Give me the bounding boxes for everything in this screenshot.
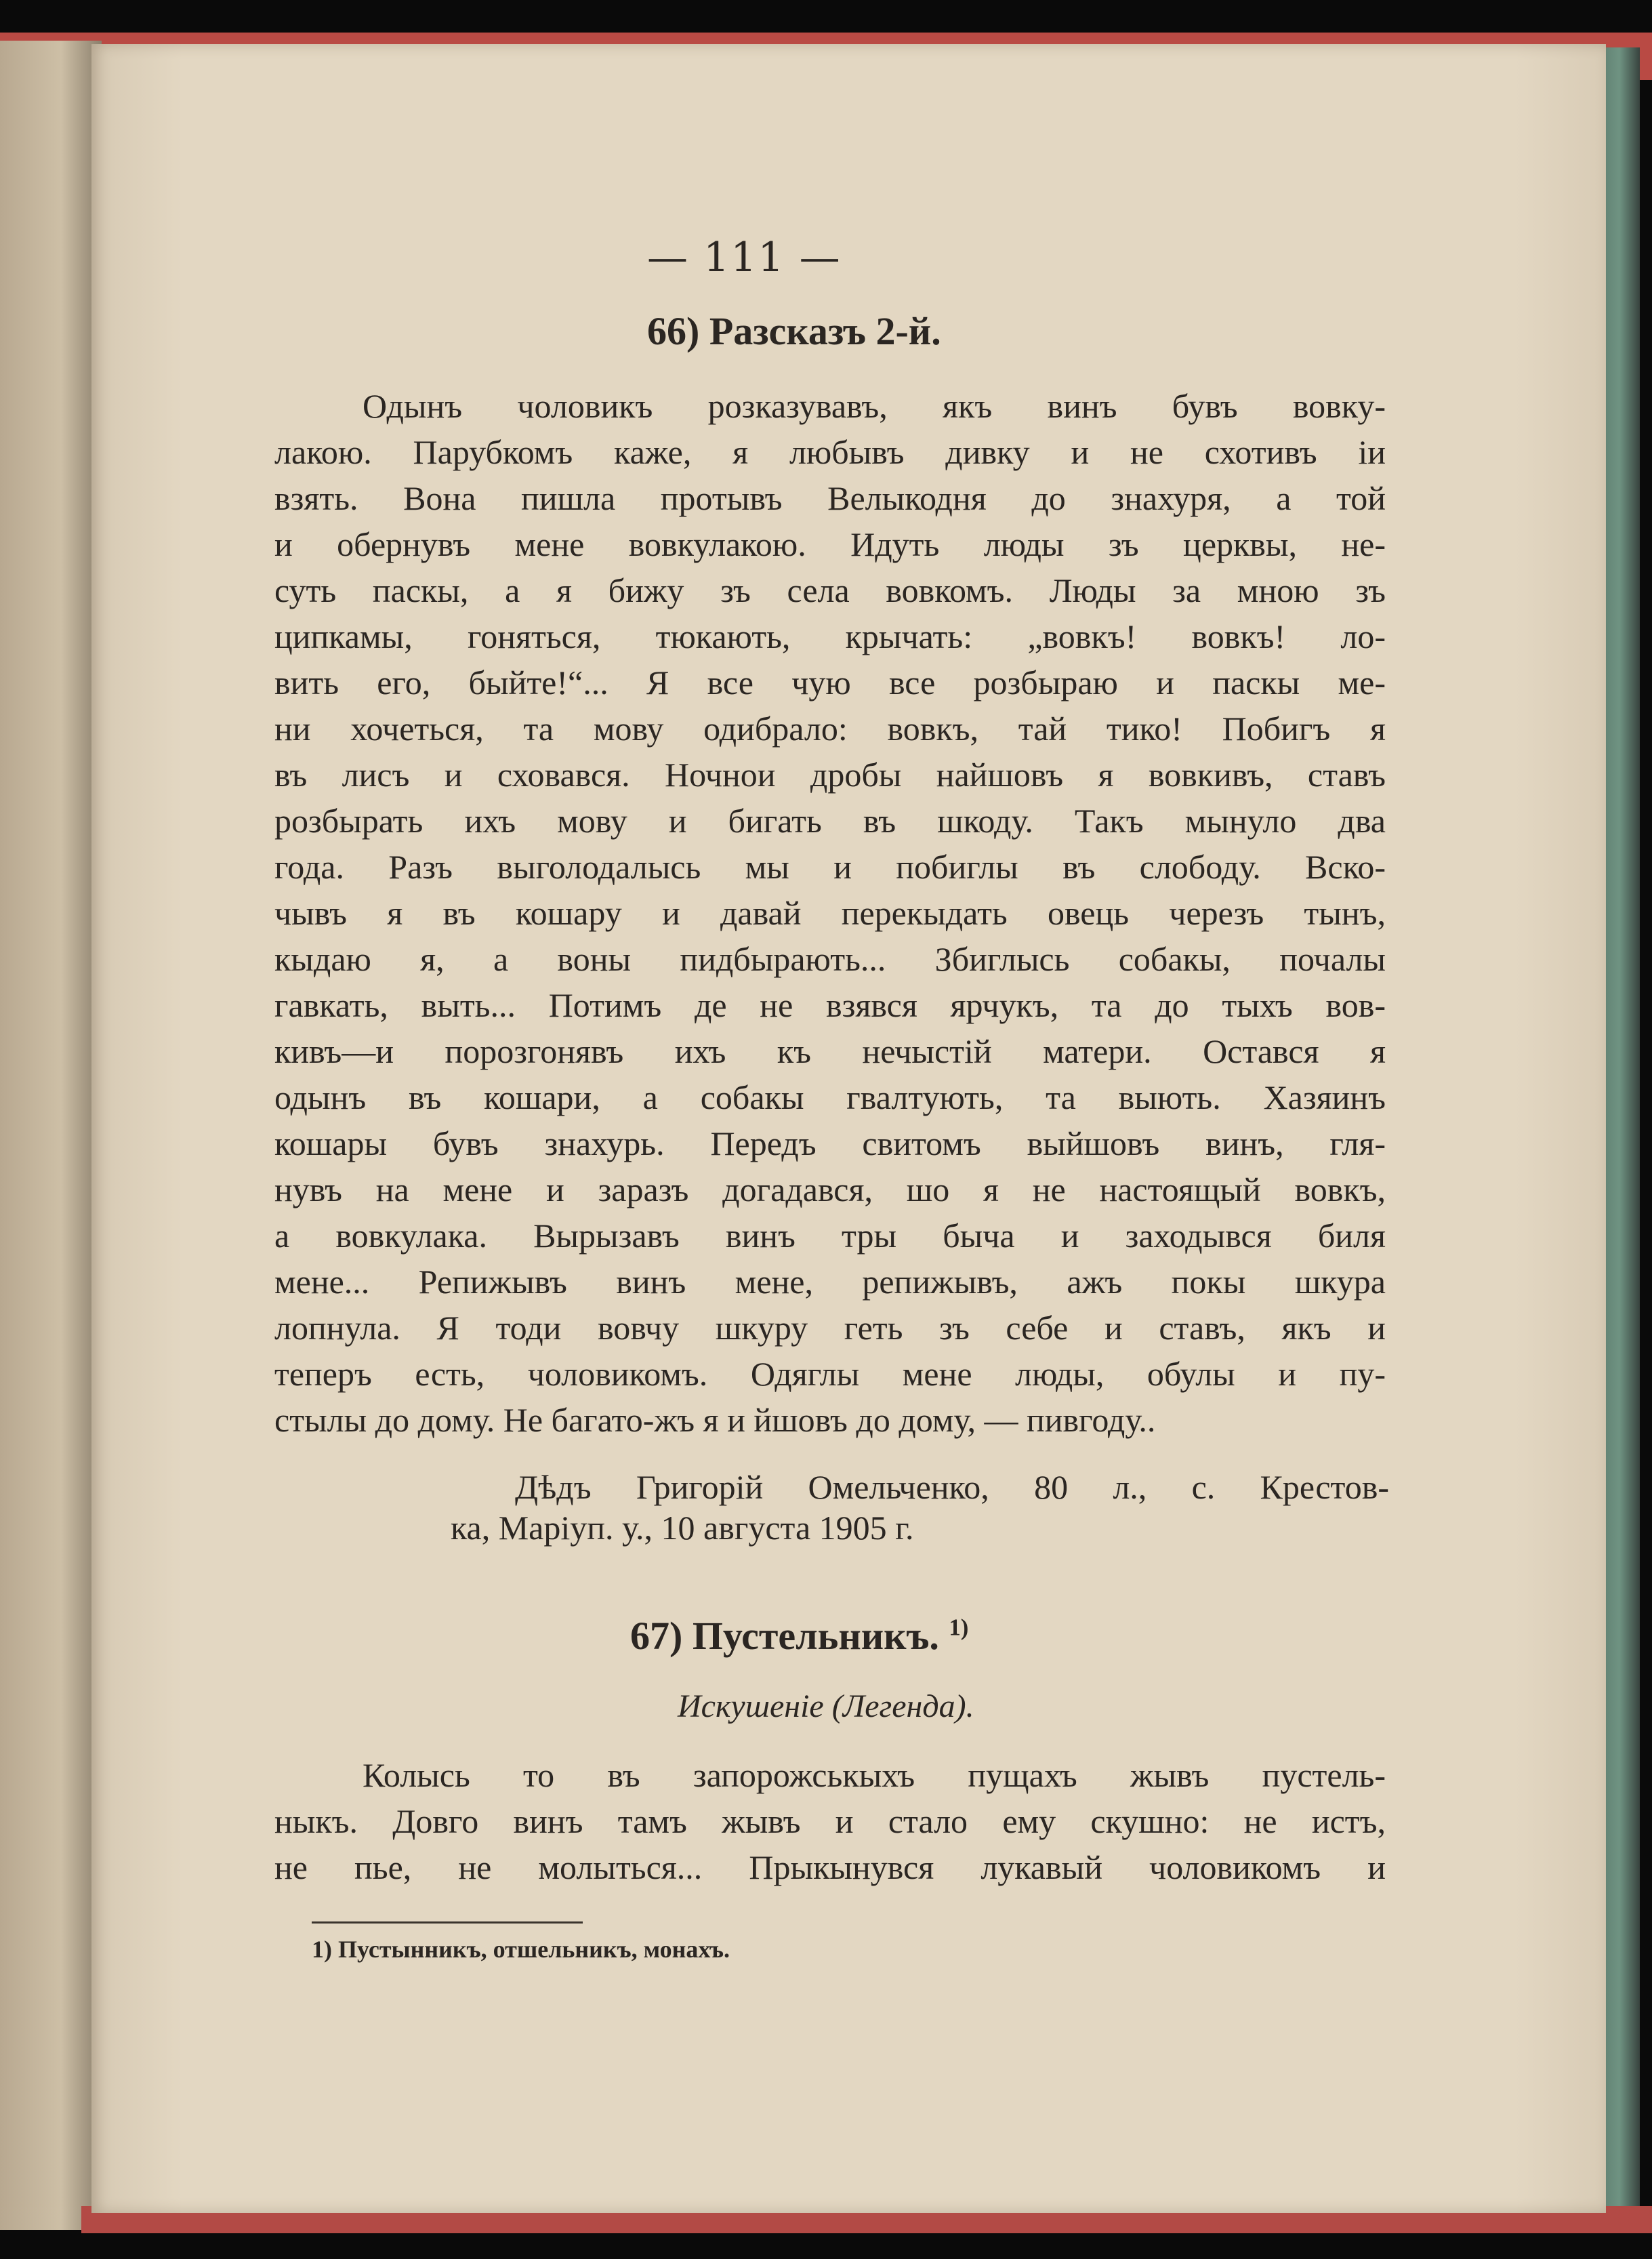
- text-line: розбырать ихъ мову и бигать въ шкоду. Такъ мынуло два: [274, 802, 1386, 840]
- book-page: [91, 44, 1606, 2213]
- text-line: Одынъ чоловикъ розказувавъ, якъ винъ бувъ вовку-: [363, 387, 1386, 425]
- footnote-reference: 1): [949, 1614, 969, 1641]
- informant-signature: Дѣдъ Григорій Омельченко, 80 л., с. Крестов-: [515, 1468, 1389, 1506]
- text-line: гавкать, выть... Потимъ де не взявся ярчукъ, та до тыхъ вов-: [274, 986, 1386, 1024]
- text-line: кошары бувъ знахурь. Передъ свитомъ выйшовъ винъ, гля-: [274, 1124, 1386, 1162]
- text-line: мене... Репижывъ винъ мене, репижывъ, ажъ покы шкура: [274, 1263, 1386, 1301]
- text-line: нувъ на мене и заразъ догадався, шо я не настоящый вовкъ,: [274, 1171, 1386, 1208]
- section-67-subheading: Искушеніе (Легенда).: [678, 1688, 974, 1724]
- footnote-divider: [312, 1921, 583, 1924]
- text-line: суть паскы, а я бижу зъ села вовкомъ. Люды за мною зъ: [274, 571, 1386, 609]
- text-line: лопнула. Я тоди вовчу шкуру геть зъ себе и ставъ, якъ и: [274, 1309, 1386, 1347]
- footnote: 1) Пустынникъ, отшельникъ, монахъ.: [312, 1936, 730, 1963]
- text-line: чывъ я въ кошару и давай перекыдать овець черезъ тынъ,: [274, 894, 1386, 932]
- text-line: Колысь то въ запорожськыхъ пущахъ жывъ пустель-: [363, 1756, 1386, 1794]
- text-line: ныкъ. Довго винъ тамъ жывъ и стало ему скушно: не истъ,: [274, 1802, 1386, 1840]
- text-line: кивъ—и порозгонявъ ихъ къ нечыстій матери. Остався я: [274, 1032, 1386, 1070]
- text-line: вить его, быйте!“... Я все чую все розбыраю и паскы ме-: [274, 664, 1386, 701]
- text-line: одынъ въ кошари, а собакы гвалтують, та выють. Хазяинъ: [274, 1078, 1386, 1116]
- text-line: лакою. Парубкомъ каже, я любывъ дивку и не схотивъ іи: [274, 433, 1386, 471]
- text-line: теперъ есть, чоловикомъ. Одяглы мене люды, обулы и пу-: [274, 1355, 1386, 1393]
- text-line: ни хочеться, та мову одибрало: вовкъ, тай тико! Побигъ я: [274, 710, 1386, 748]
- text-line: кыдаю я, а воны пидбырають... Збиглысь собакы, почалы: [274, 940, 1386, 978]
- section-67-title: 67) Пустельникъ.: [630, 1614, 939, 1658]
- text-line: и обернувъ мене вовкулакою. Идуть люды зъ церквы, не-: [274, 525, 1386, 563]
- text-line: взять. Вона пишла протывъ Велыкодня до знахуря, а той: [274, 479, 1386, 517]
- previous-page-edge: [0, 41, 102, 2230]
- text-line: года. Разъ выголодалысь мы и побиглы въ слободу. Вско-: [274, 848, 1386, 886]
- informant-place-date: ка, Маріуп. у., 10 августа 1905 г.: [451, 1509, 914, 1547]
- text-line: ципкамы, гоняться, тюкають, крычать: „вовкъ! вовкъ! ло-: [274, 617, 1386, 655]
- section-67-heading: [630, 1613, 968, 1658]
- text-line: въ лисъ и сховався. Ночнои дробы найшовъ я вовкивъ, ставъ: [274, 756, 1386, 794]
- text-line: а вовкулака. Вырызавъ винъ тры быча и заходывся биля: [274, 1217, 1386, 1255]
- page-number: — 111 —: [647, 234, 842, 281]
- section-66-heading: 66) Разсказъ 2-й.: [647, 309, 941, 353]
- text-line: стылы до дому. Не багато-жъ я и йшовъ до дому, — пивгоду..: [274, 1401, 1156, 1439]
- text-line: не пье, не молыться... Прыкынувся лукавый чоловикомъ и: [274, 1848, 1386, 1886]
